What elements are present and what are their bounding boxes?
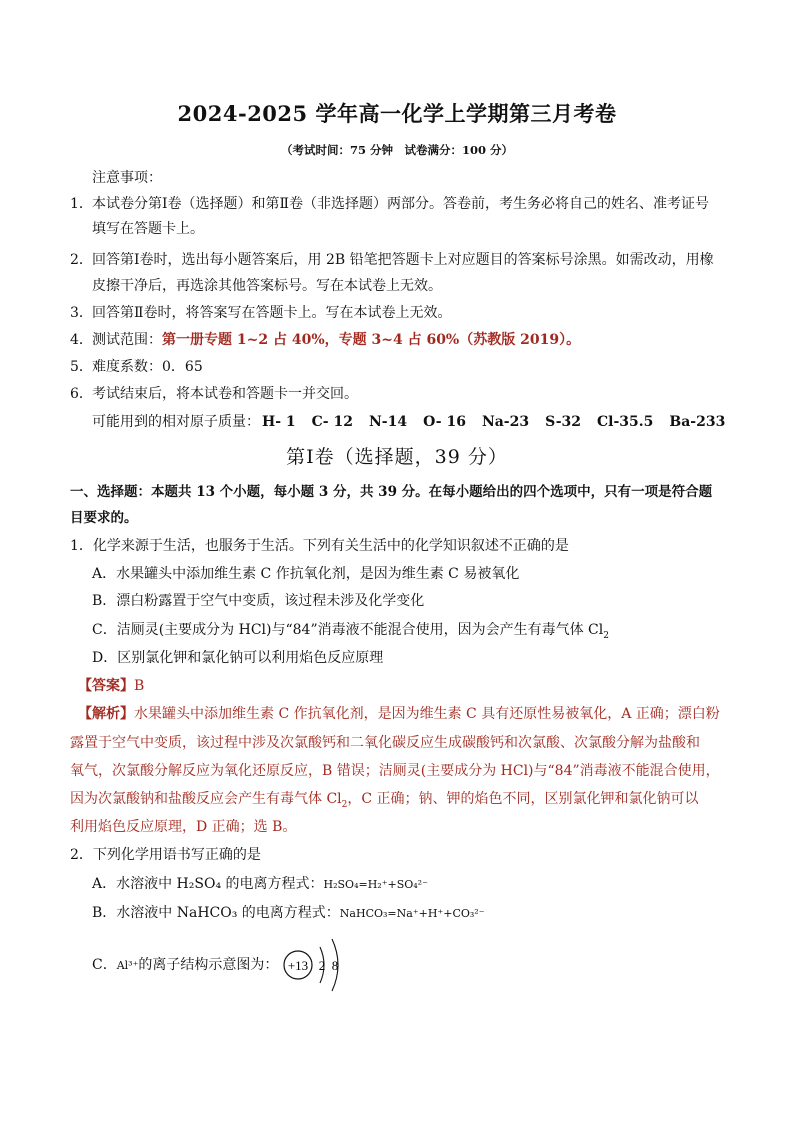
atomic-masses: 可能用到的相对原子质量： H- 1 C- 12 N-14 O- 16 Na-23 S-32 Cl-35.5 Ba-233 (92, 414, 726, 430)
notice-heading: 注意事项： (92, 170, 162, 186)
q1-option-c: C．洁厕灵(主要成分为 HCl)与“84”消毒液不能混合使用，因为会产生有毒气体 $Cl_2$ (92, 622, 609, 641)
q2-stem: 2．下列化学用语书写正确的是 (70, 847, 261, 863)
q2-option-b: B．水溶液中 NaHCO₃ 的电离方程式：NaHCO₃=Na⁺+H⁺+CO₃²⁻ (92, 905, 485, 921)
q1-option-b: B．漂白粉露置于空气中变质，该过程未涉及化学变化 (92, 593, 425, 609)
section-instruction-cont: 目要求的。 (70, 510, 138, 526)
q1-analysis-line-3: 氧气，次氯酸分解反应为氧化还原反应，B 错误；洁厕灵(主要成分为 HCl)与“84”消毒液不能混合使用， (70, 763, 720, 779)
q1-stem: 1．化学来源于生活，也服务于生活。下列有关生活中的化学知识叙述不正确的是 (70, 538, 569, 554)
q2-option-a: A．水溶液中 H₂SO₄ 的电离方程式：H₂SO₄=H₂⁺+SO₄²⁻ (92, 876, 428, 892)
shell-1-electrons: 2 (318, 958, 326, 973)
exam-subtitle: （考试时间：75 分钟 试卷满分：100 分） (280, 143, 513, 157)
q2-option-c: C．Al³⁺的离子结构示意图为： (92, 957, 279, 973)
notice-item-4: 4．测试范围：第一册专题 1~2 占 40%，专题 3~4 占 60%（苏教版 2019）。 (70, 332, 581, 348)
q1-option-d: D．区别氯化钾和氯化钠可以利用焰色反应原理 (92, 650, 384, 666)
shell-2-electrons: 8 (331, 958, 339, 973)
exam-title: 2024-2025 学年高一化学上学期第三月考卷 (177, 101, 617, 126)
q1-answer: 【答案】B (78, 678, 145, 694)
notice-item-1-cont: 填写在答题卡上。 (92, 221, 204, 237)
q1-analysis-line-4: 因为次氯酸钠和盐酸反应会产生有毒气体 $Cl_2$，C 正确；钠、钾的焰色不同，区别氯化钾和氯化钠可以 (70, 791, 699, 810)
notice-item-6: 6．考试结束后，将本试卷和答题卡一并交回。 (70, 386, 358, 402)
notice-item-3: 3．回答第Ⅱ卷时，将答案写在答题卡上。写在本试卷上无效。 (70, 305, 452, 321)
notice-item-2-cont: 皮擦干净后，再选涂其他答案标号。写在本试卷上无效。 (92, 278, 442, 294)
notice-item-5: 5．难度系数：0．65 (70, 359, 203, 375)
q2-option-b-equation: NaHCO₃=Na⁺+H⁺+CO₃²⁻ (339, 907, 485, 920)
section-instruction: 一、选择题：本题共 13 个小题，每小题 3 分，共 39 分。在每小题给出的四个选项中，只有一项是符合题 (70, 484, 713, 500)
section-title: 第Ⅰ卷（选择题，39 分） (286, 446, 508, 468)
q1-analysis-line-1: 【解析】水果罐头中添加维生素 C 作抗氧化剂，是因为维生素 C 具有还原性易被氧化，A 正确；漂白粉 (78, 706, 720, 722)
q1-analysis-line-5: 利用焰色反应原理，D 正确；选 B。 (70, 819, 297, 835)
q1-analysis-line-2: 露置于空气中变质，该过程中涉及次氯酸钙和二氧化碳反应生成碳酸钙和次氯酸、次氯酸分解为盐酸和 (70, 735, 700, 751)
notice-item-1: 1．本试卷分第Ⅰ卷（选择题）和第Ⅱ卷（非选择题）两部分。答卷前，考生务必将自己的姓名、准考证号 (70, 196, 710, 212)
notice-item-2: 2．回答第Ⅰ卷时，选出每小题答案后，用 2B 铅笔把答题卡上对应题目的答案标号涂黑。如需改动，用橡 (70, 252, 714, 268)
test-scope: 第一册专题 1~2 占 40%，专题 3~4 占 60%（苏教版 2019）。 (162, 332, 581, 348)
ion-structure-diagram (282, 935, 362, 995)
q1-option-a: A．水果罐头中添加维生素 C 作抗氧化剂，是因为维生素 C 易被氧化 (92, 566, 520, 582)
q2-option-a-equation: H₂SO₄=H₂⁺+SO₄²⁻ (323, 878, 428, 891)
nucleus-charge: +13 (287, 958, 309, 973)
